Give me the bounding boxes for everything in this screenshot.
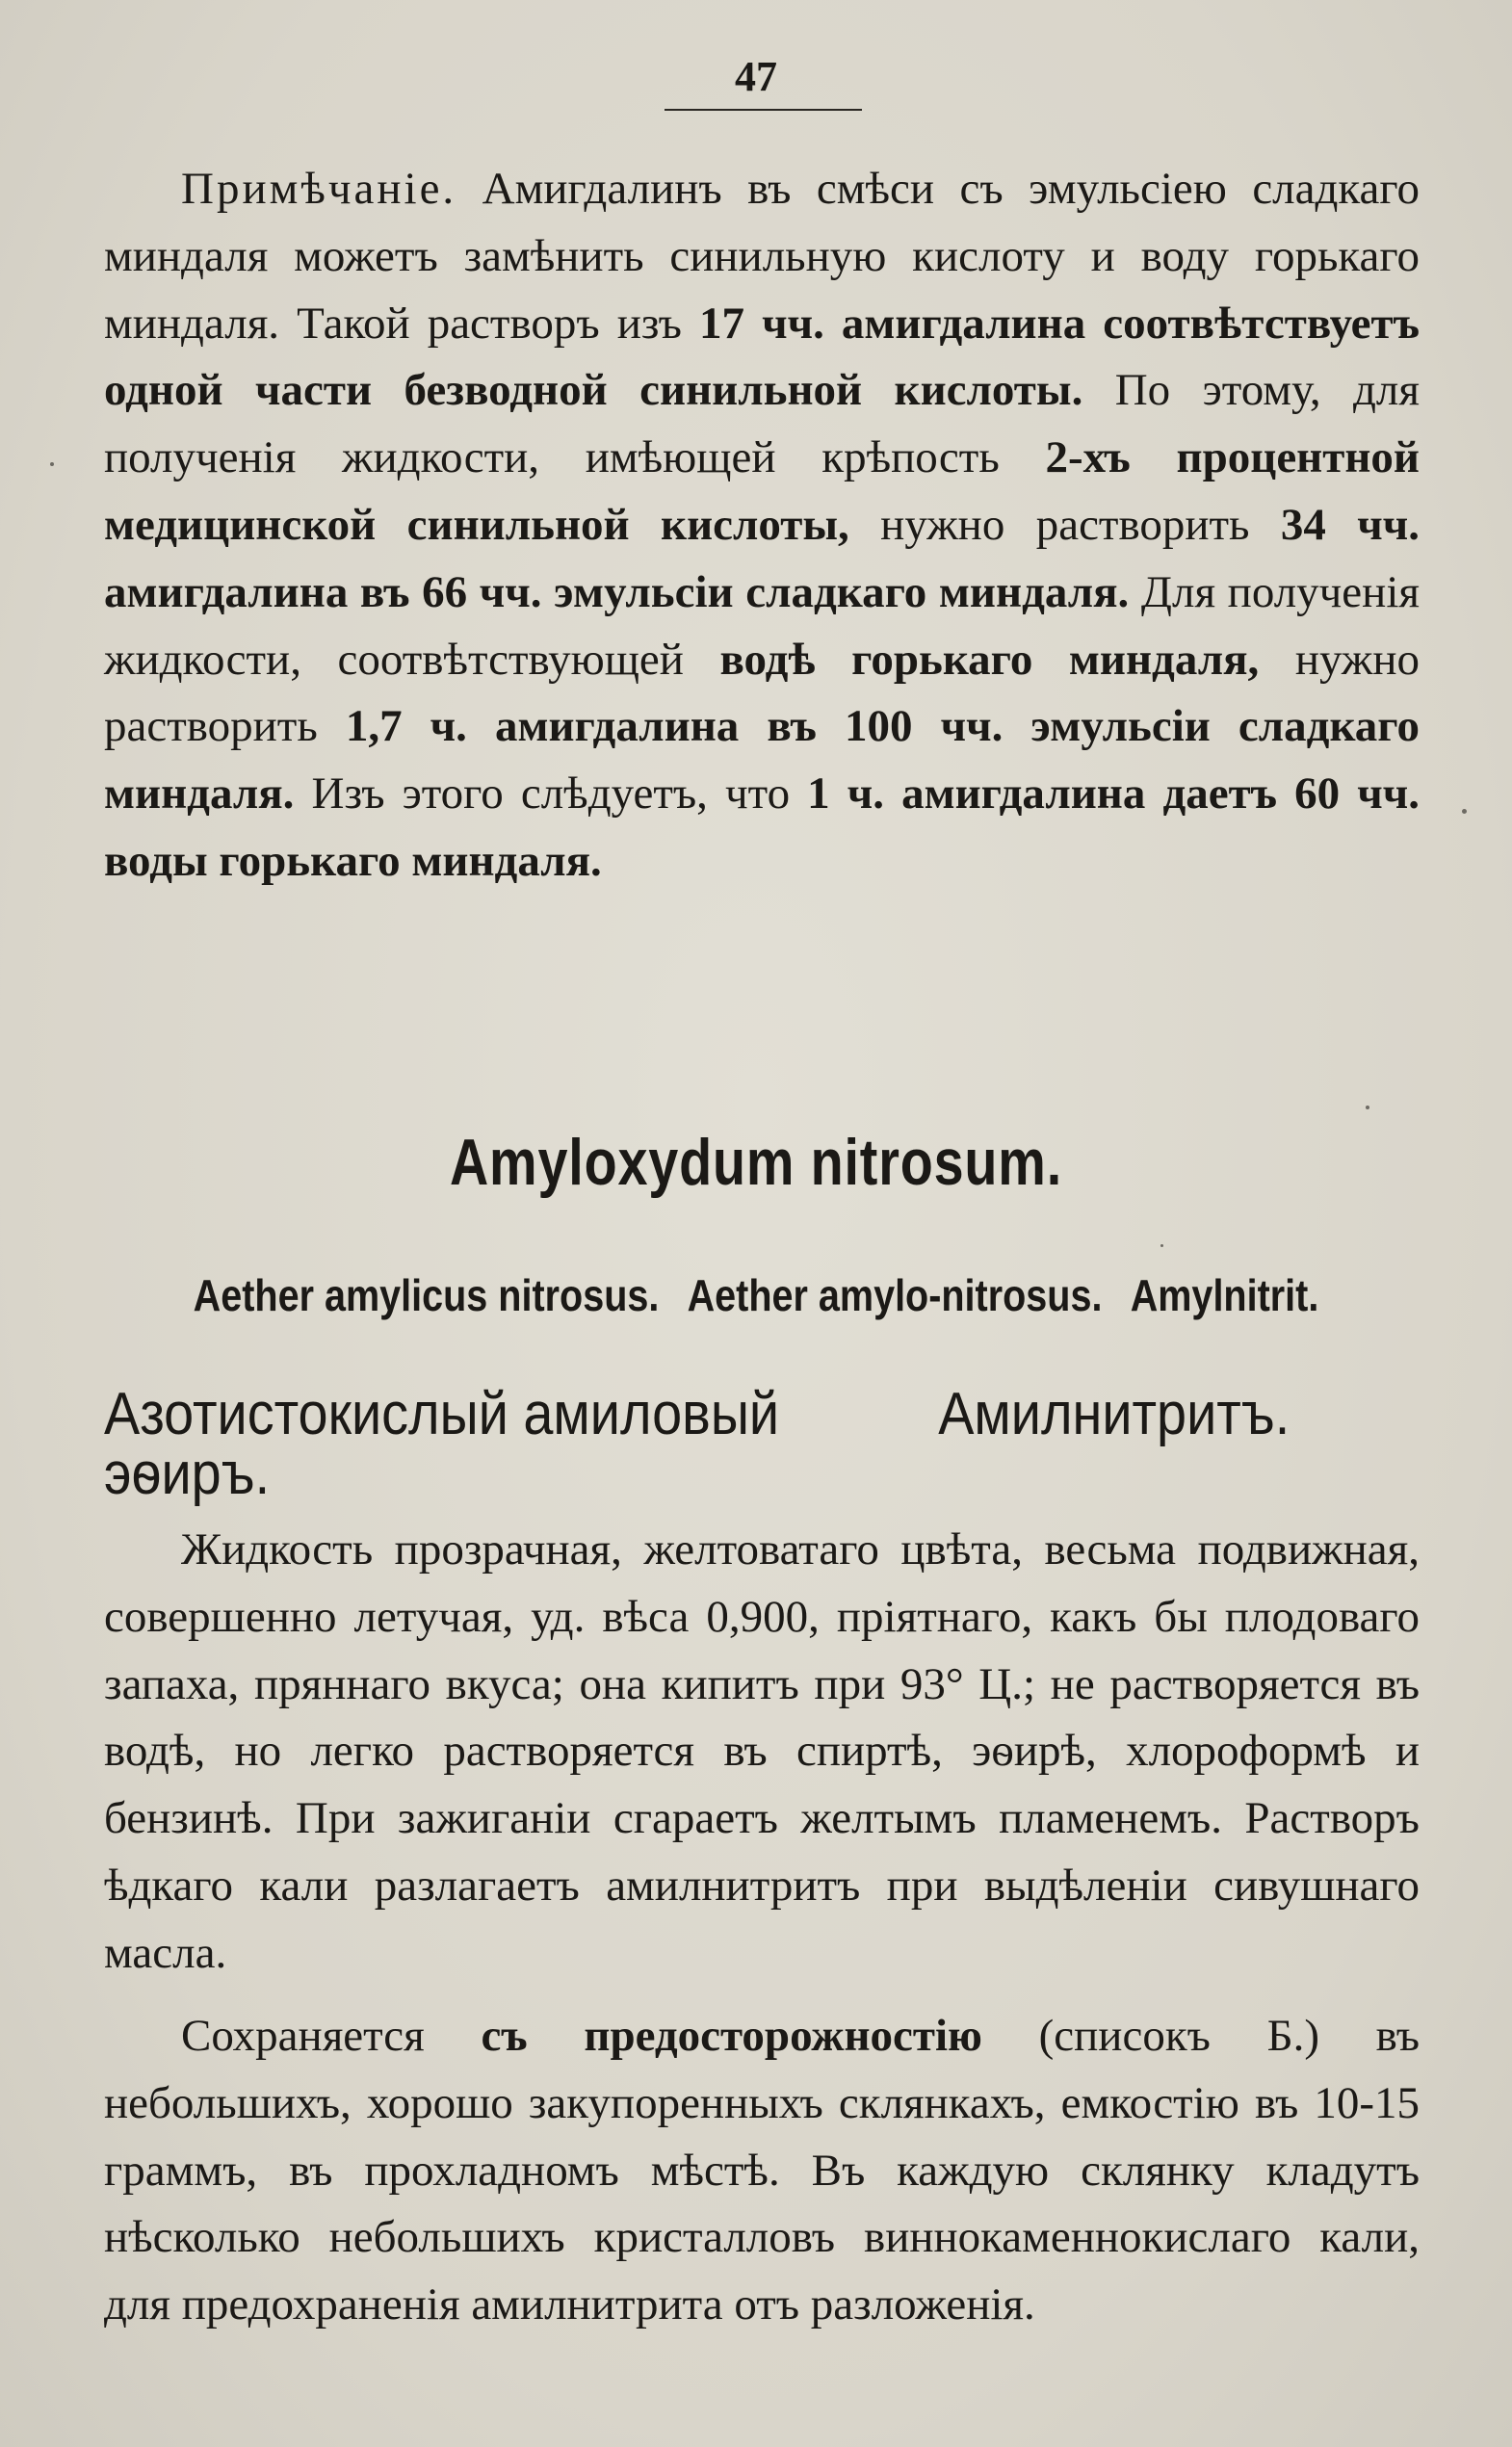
text-run: Для полученія жидкости, соотвѣтствующей	[104, 566, 1420, 685]
latin-synonyms	[106, 1269, 1406, 1321]
storage-body	[104, 2011, 1420, 2330]
synonym: Aether amylicus nitrosus.	[193, 1270, 660, 1320]
bold-text-run: съ предосторожностію	[481, 2011, 982, 2061]
page-number: 47	[735, 53, 777, 100]
text-run: Изъ этого слѣдуетъ, что	[294, 768, 808, 820]
text-run: Амигдалинъ въ смѣси съ эмульсіею сладкаго миндаля можетъ замѣнить синильную кислоту и воду горькаго миндаля. Такой растворъ изъ	[104, 164, 1420, 349]
bold-text-run: 1,7 ч. амигдалина въ 100 чч. эмульсіи сладкаго миндаля.	[104, 701, 1420, 820]
russian-name-main: Азотистокислый амиловый эѳиръ.	[104, 1381, 780, 1507]
note-label: Примѣчаніе.	[181, 164, 457, 214]
bold-text-run: 1 ч. амигдалина даетъ 60 чч. воды горькаго миндаля.	[104, 768, 1420, 886]
bold-text-run: 17 чч. амигдалина соотвѣтствуетъ одной части безводной синильной кислоты.	[104, 298, 1420, 416]
note-paragraph	[104, 156, 1420, 896]
synonym: Aether amylo-nitrosus.	[687, 1270, 1103, 1320]
russian-name	[104, 1381, 1420, 1507]
text-run: По этому, для полученія жидкости, имѣющей крѣпость	[104, 365, 1420, 483]
note-body	[104, 164, 1420, 886]
paper-speck	[1366, 1106, 1369, 1109]
text-run: Жидкость прозрачная, желтоватаго цвѣта, весьма подвижная, совершенно летучая, уд. вѣса 0,900, пріятнаго, какъ бы плодоваго запаха, пряннаго вкуса; она кипитъ при 93° Ц.; не растворяется въ водѣ, но легко растворяется въ спиртѣ, эѳирѣ, хлороформѣ и бензинѣ. При зажиганіи сгараетъ желтымъ пламенемъ. Растворъ ѣдкаго кали разлагаетъ амилнитритъ при выдѣленіи сивушнаго масла.	[104, 1524, 1420, 1978]
paper-speck	[50, 462, 54, 466]
text-run: (списокъ Б.) въ небольшихъ, хорошо закупоренныхъ склянкахъ, емкостію въ 10-15 граммъ, въ прохладномъ мѣстѣ. Въ каждую склянку кладутъ нѣсколько небольшихъ кристалловъ виннокаменнокислаго кали, для предохраненія амилнитрита отъ разложенія.	[104, 2011, 1421, 2330]
description-body	[104, 1524, 1420, 1978]
russian-name-alt: Амилнитритъ.	[938, 1381, 1290, 1447]
header-rule	[665, 109, 862, 111]
paper-speck	[1462, 809, 1467, 814]
text-run: нужно растворить	[104, 634, 1420, 752]
bold-text-run: 2-хъ процентной медицинской синильной кислоты,	[104, 432, 1421, 550]
article-heading: Amyloxydum nitrosum.	[449, 1126, 1063, 1199]
text-run: Сохраняется	[181, 2011, 482, 2061]
bold-text-run: водѣ горькаго миндаля,	[719, 634, 1260, 685]
synonym: Amylnitrit.	[1130, 1270, 1319, 1320]
paper-speck	[1160, 1244, 1163, 1247]
storage-paragraph	[104, 2003, 1420, 2339]
description-paragraph	[104, 1517, 1420, 1988]
text-run: нужно растворить	[848, 499, 1281, 550]
bold-text-run: 34 чч. амигдалина въ 66 чч. эмульсіи сладкаго миндаля.	[104, 499, 1420, 617]
